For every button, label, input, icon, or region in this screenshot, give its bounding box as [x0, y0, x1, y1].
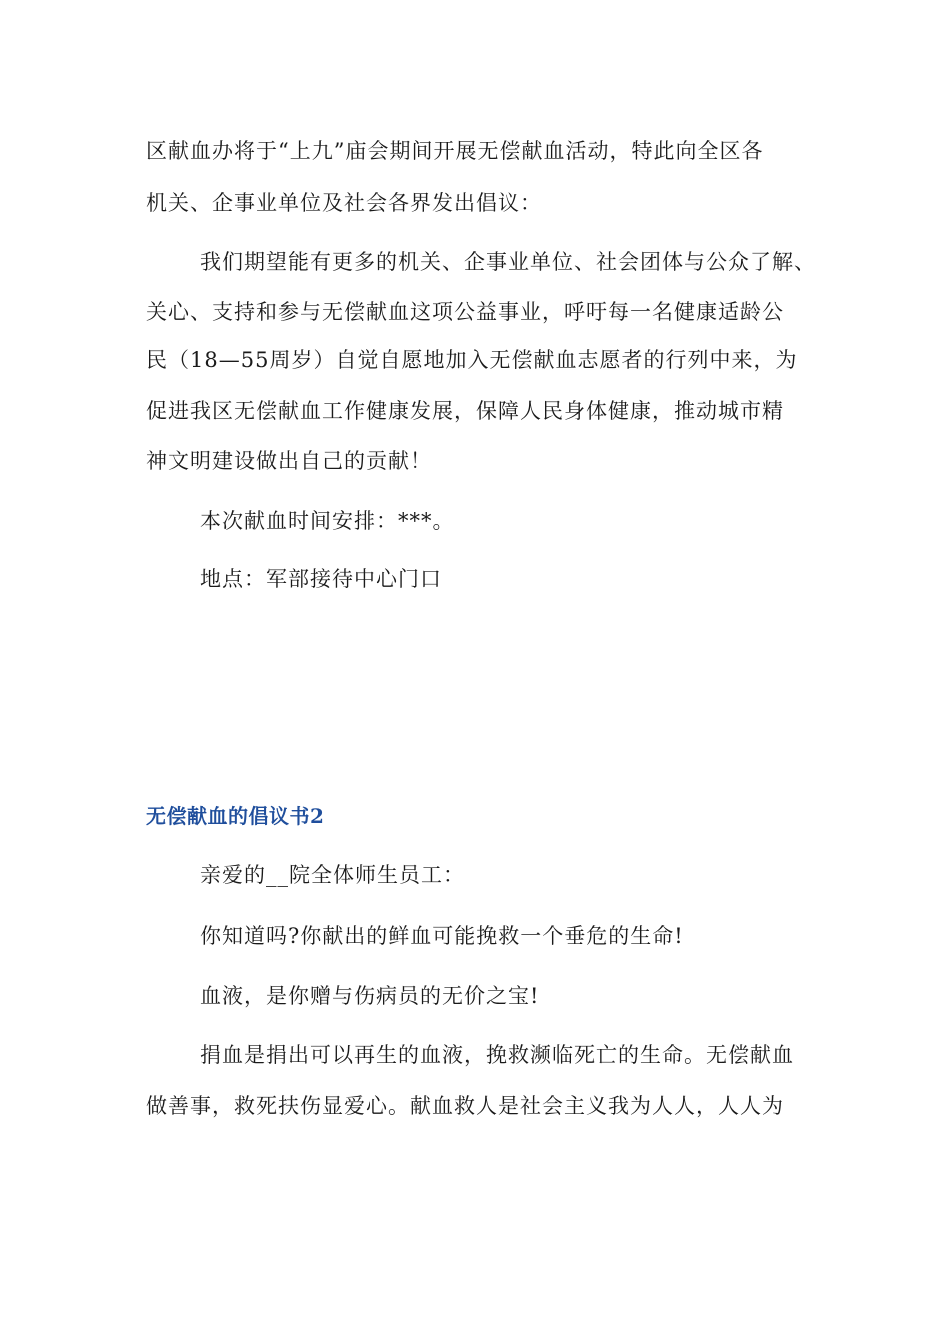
- greeting: 亲爱的__院全体师生员工：: [200, 863, 465, 887]
- paragraph-line: 你知道吗?你献出的鲜血可能挽救一个垂危的生命!: [200, 924, 684, 948]
- paragraph-line: 血液，是你赠与伤病员的无价之宝!: [200, 984, 540, 1008]
- paragraph-line: 区献血办将于“上九”庙会期间开展无偿献血活动，特此向全区各: [146, 139, 764, 163]
- location: 地点：军部接待中心门口: [200, 567, 442, 591]
- paragraph-line: 做善事，救死扶伤显爱心。献血救人是社会主义我为人人，人人为: [146, 1094, 784, 1118]
- paragraph-line: 机关、企事业单位及社会各界发出倡议：: [146, 191, 542, 215]
- paragraph-line: 捐血是捐出可以再生的血液，挽救濒临死亡的生命。无偿献血: [200, 1043, 794, 1067]
- paragraph-line: 民（18—55周岁）自觉自愿地加入无偿献血志愿者的行列中来，为: [146, 348, 798, 372]
- paragraph-line: 神文明建设做出自己的贡献！: [146, 449, 432, 473]
- paragraph-line: 我们期望能有更多的机关、企事业单位、社会团体与公众了解、: [200, 250, 816, 274]
- paragraph-line: 促进我区无偿献血工作健康发展，保障人民身体健康，推动城市精: [146, 399, 784, 423]
- paragraph-line: 关心、支持和参与无偿献血这项公益事业，呼吁每一名健康适龄公: [146, 300, 784, 324]
- section-heading: 无偿献血的倡议书2: [146, 804, 325, 828]
- time-arrangement: 本次献血时间安排：***。: [200, 509, 455, 533]
